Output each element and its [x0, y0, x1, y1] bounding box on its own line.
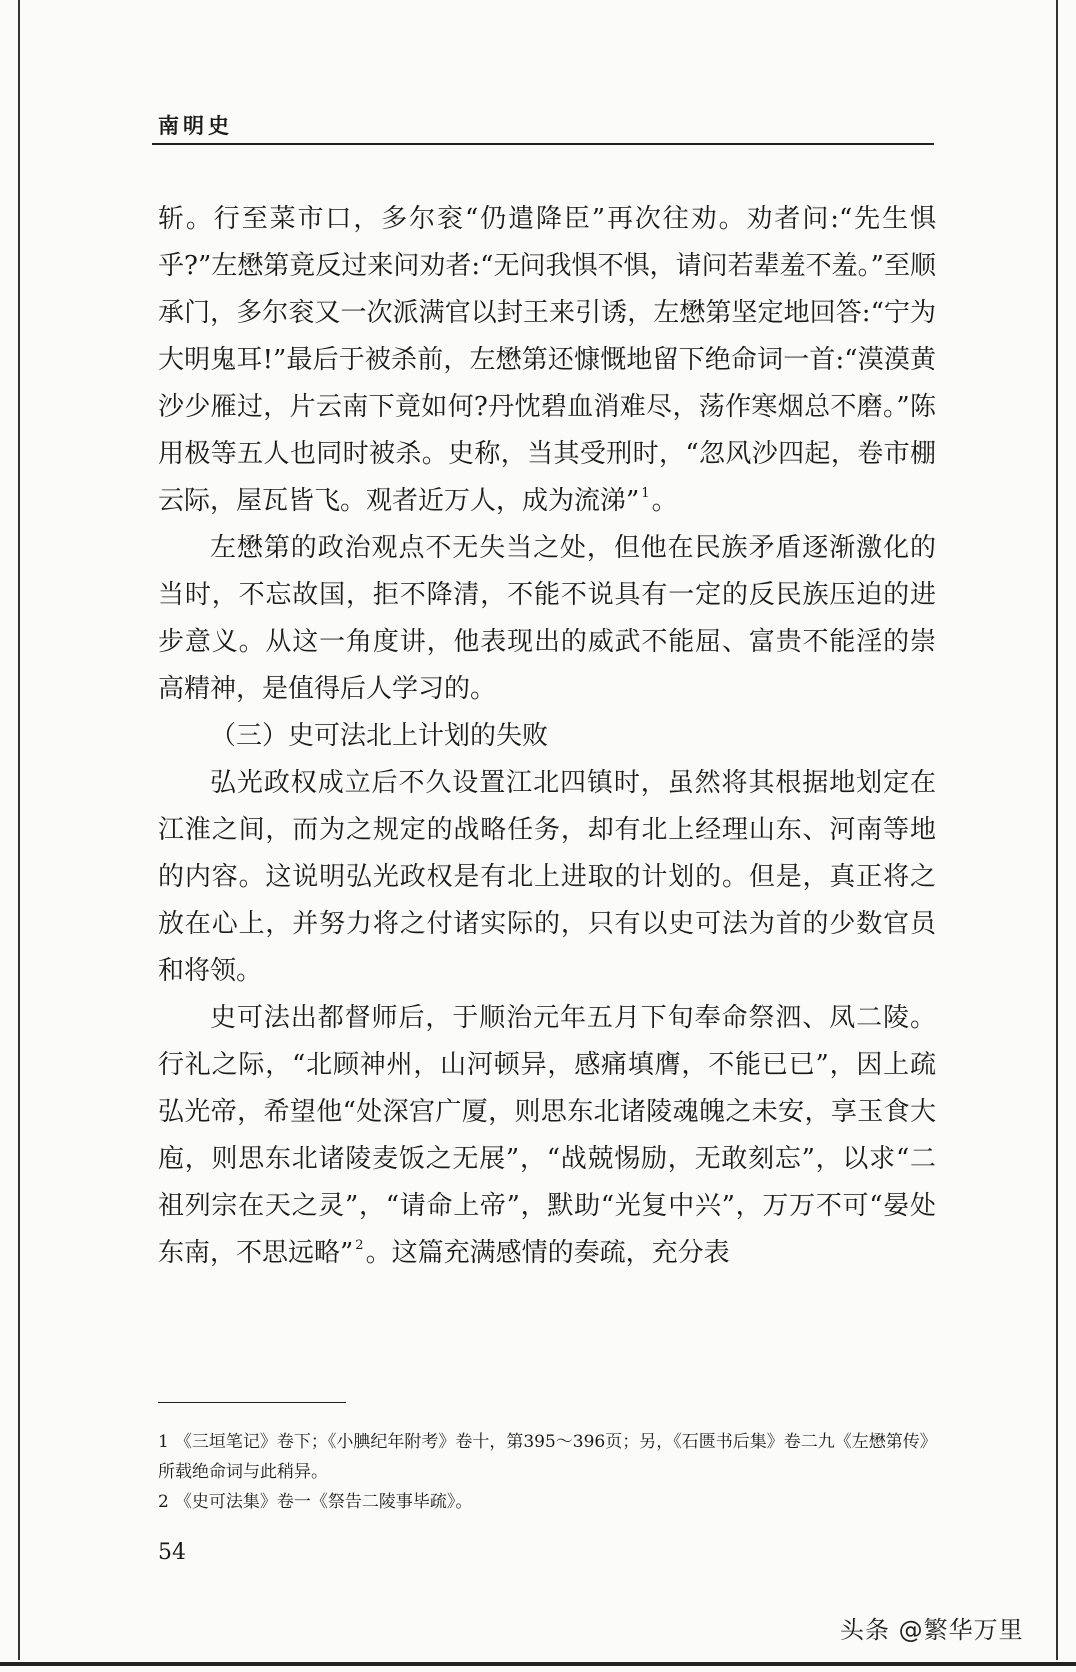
paragraph-1: 斩。行至菜市口，多尔衮“仍遣降臣”再次往劝。劝者问:“先生惧乎?”左懋第竟反过来问劝者:“无问我惧不惧，请问若辈羞不羞。”至顺承门，多尔衮又一次派满官以封王来引诱，左懋第坚定地回答:“宁为大明鬼耳!”最后于被杀前，左懋第还慷慨地留下绝命词一首:“漠漠黄沙少雁过，片云南下竟如何?丹忱碧血消难尽，荡作寒烟总不磨。”陈用极等五人也同时被杀。史称，当其受刑时，“忽风沙四起，卷市棚云际，屋瓦皆飞。观者近万人，成为流涕” $^1$。	[158, 204, 936, 516]
footnote-2: 2 《史可法集》卷一《祭告二陵事毕疏》。	[158, 1492, 473, 1512]
footnotes	[158, 1427, 936, 1517]
section-heading: （三）史可法北上计划的失败	[210, 721, 549, 751]
paragraph-2: 左懋第的政治观点不无失当之处，但他在民族矛盾逐渐激化的当时，不忘故国，拒不降清，不能不说具有一定的反民族压迫的进步意义。从这一角度讲，他表现出的威武不能屈、富贵不能淫的崇高精神，是值得后人学习的。	[158, 533, 936, 704]
header-rule	[152, 143, 934, 145]
footnote-1: 1 《三垣笔记》卷下；《小腆纪年附考》卷十，第395～396页；另，《石匮书后集》卷二九《左懋第传》所载绝命词与此稍异。	[158, 1432, 929, 1482]
paragraph-3: 弘光政权成立后不久设置江北四镇时，虽然将其根据地划定在江淮之间，而为之规定的战略任务，却有北上经理山东、河南等地的内容。这说明弘光政权是有北上进取的计划的。但是，真正将之放在心上，并努力将之付诸实际的，只有以史可法为首的少数官员和将领。	[158, 768, 936, 986]
running-header: 南明史	[158, 113, 233, 138]
body-text	[158, 196, 936, 1277]
watermark: 头条 @繁华万里	[840, 1616, 1024, 1644]
page-number: 54	[158, 1540, 186, 1565]
footnote-ref-1: 1	[641, 486, 650, 501]
bottom-rule	[0, 1662, 1076, 1666]
footnote-rule	[158, 1402, 346, 1403]
footnote-ref-2: 2	[355, 1238, 364, 1253]
paragraph-4: 史可法出都督师后，于顺治元年五月下旬奉命祭泗、凤二陵。行礼之际，“北顾神州，山河顿异，感痛填膺，不能已已”，因上疏弘光帝，希望他“处深宫广厦，则思东北诸陵魂魄之未安，享玉食大庖，则思东北诸陵麦饭之无展”，“战兢惕励，无敢刻忘”，以求“二祖列宗在天之灵”，“请命上帝”，默助“光复中兴”，万万不可“晏处东南，不思远略” $^2$。这篇充满感情的奏疏，充分表	[158, 1003, 936, 1268]
